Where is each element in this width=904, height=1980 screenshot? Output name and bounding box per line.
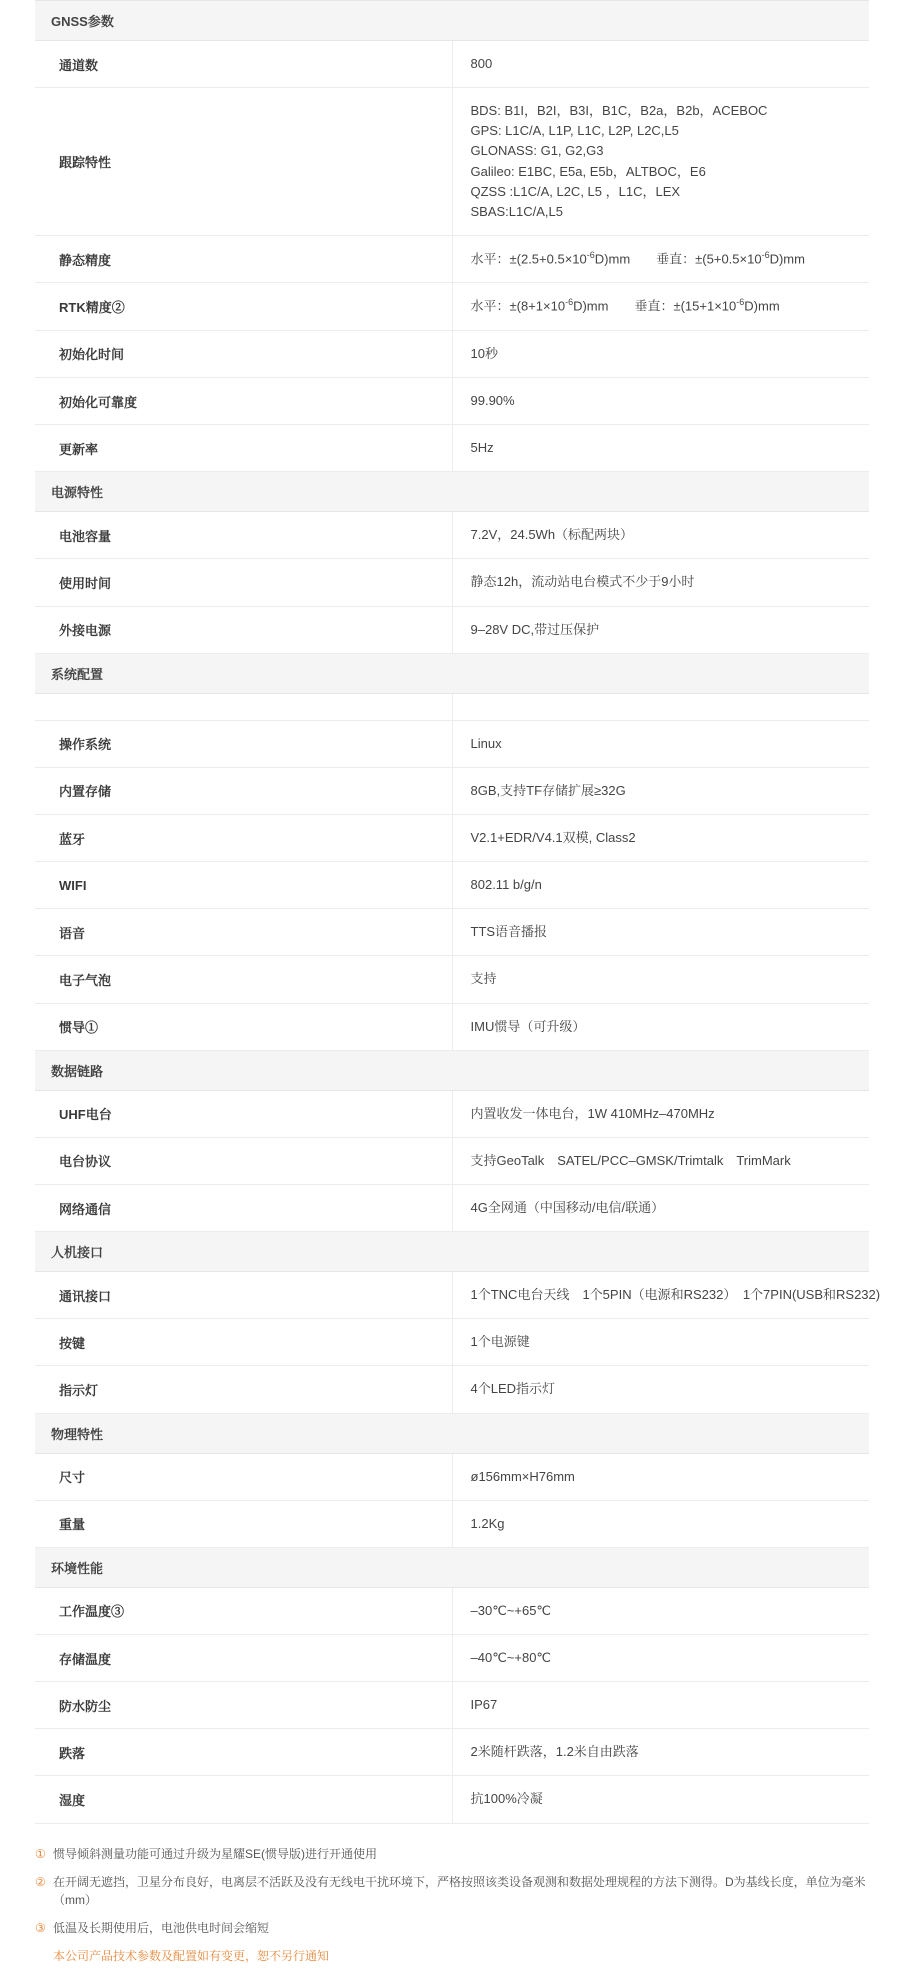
spec-label: 电台协议: [35, 1137, 452, 1184]
spec-row: [35, 1137, 869, 1184]
footnotes: [35, 1824, 869, 1980]
section-header-row: [35, 1547, 869, 1587]
spec-label: 重量: [35, 1500, 452, 1547]
specifications-table: [35, 0, 881, 1824]
spec-label: 使用时间: [35, 559, 452, 606]
footnote: [35, 1840, 869, 1868]
spec-label: 湿度: [35, 1776, 452, 1823]
spec-row: [35, 559, 869, 606]
spec-value: 内置收发一体电台，1W 410MHz–470MHz: [452, 1090, 869, 1137]
spec-row: [35, 862, 869, 909]
spec-label: RTK精度②: [35, 283, 452, 330]
section-title: 环境性能: [35, 1547, 869, 1587]
spacer-row: [35, 693, 869, 720]
footnote-text: 本公司产品技术参数及配置如有变更，恕不另行通知: [53, 1948, 330, 1963]
section-header-row: [35, 1232, 869, 1272]
spec-row: [35, 330, 869, 377]
spec-label: 指示灯: [35, 1366, 452, 1413]
spec-label: 惯导①: [35, 1003, 452, 1050]
spec-value: 支持: [452, 956, 869, 1003]
spec-value: 99.90%: [452, 378, 869, 425]
spec-row: [35, 1185, 869, 1232]
spec-row: [35, 41, 869, 88]
spec-row: [35, 815, 869, 862]
spec-label: 初始化时间: [35, 330, 452, 377]
section-title: GNSS参数: [35, 1, 869, 41]
spec-value: 支持GeoTalk SATEL/PCC–GMSK/Trimtalk TrimMark: [452, 1137, 869, 1184]
footnote-text: 在开阔无遮挡，卫星分布良好，电离层不活跃及没有无线电干扰环境下，严格按照该类设备观测和数据处理规程的方法下测得。D为基线长度，单位为毫米（mm）: [53, 1874, 866, 1907]
spec-value: 水平：$\pm(2.5+0.5\times 10^{-6}D)mm$ 垂直：$\pm(5+0.5\times 10^{-6}D)mm$: [452, 235, 869, 282]
spec-row: [35, 1090, 869, 1137]
spec-label: 网络通信: [35, 1185, 452, 1232]
spec-row: [35, 1682, 869, 1729]
spec-value: Linux: [452, 720, 869, 767]
spec-value: 7.2V，24.5Wh（标配两块）: [452, 512, 869, 559]
spec-row: [35, 1587, 869, 1634]
footnote-text: 低温及长期使用后，电池供电时间会缩短: [53, 1920, 270, 1935]
section-header-row: [35, 1050, 869, 1090]
spec-value: 802.11 b/g/n: [452, 862, 869, 909]
spec-label: 通道数: [35, 41, 452, 88]
section-header-row: [35, 1, 869, 41]
spec-value: 1个电源键: [452, 1319, 869, 1366]
spec-label: 通讯接口: [35, 1272, 452, 1319]
spec-label: UHF电台: [35, 1090, 452, 1137]
spec-value: 1个TNC电台天线 1个5PIN（电源和RS232） 1个7PIN(USB和RS232): [452, 1272, 869, 1319]
spec-label: 按键: [35, 1319, 452, 1366]
footnote-marker: ③: [35, 1920, 46, 1935]
spec-value: 2米随杆跌落，1.2米自由跌落: [452, 1729, 869, 1776]
spec-label: 跌落: [35, 1729, 452, 1776]
spec-value: IMU惯导（可升级）: [452, 1003, 869, 1050]
spec-row: [35, 1453, 869, 1500]
spec-row: [35, 88, 869, 236]
spec-row: [35, 956, 869, 1003]
spec-row: [35, 1319, 869, 1366]
spacer-cell: [452, 693, 869, 720]
spec-label: 防水防尘: [35, 1682, 452, 1729]
spec-label: 操作系统: [35, 720, 452, 767]
footnote-text: 惯导倾斜测量功能可通过升级为星耀SE(惯导版)进行开通使用: [53, 1846, 378, 1861]
spec-value: 抗100%冷凝: [452, 1776, 869, 1823]
spec-value: 4G全网通（中国移动/电信/联通）: [452, 1185, 869, 1232]
spec-value: 5Hz: [452, 425, 869, 472]
section-header-row: [35, 653, 869, 693]
spec-value: TTS语音播报: [452, 909, 869, 956]
footnote: [35, 1914, 869, 1942]
spec-row: [35, 909, 869, 956]
spec-row: [35, 1635, 869, 1682]
section-header-row: [35, 1413, 869, 1453]
spec-label: 静态精度: [35, 235, 452, 282]
spec-value: 静态12h，流动站电台模式不少于9小时: [452, 559, 869, 606]
spec-label: 语音: [35, 909, 452, 956]
spec-value: 1.2Kg: [452, 1500, 869, 1547]
section-title: 人机接口: [35, 1232, 869, 1272]
spec-label: 内置存储: [35, 767, 452, 814]
spec-label: 工作温度③: [35, 1587, 452, 1634]
spec-row: [35, 1500, 869, 1547]
section-title: 电源特性: [35, 472, 869, 512]
spec-row: [35, 425, 869, 472]
spec-value: –40℃~+80℃: [452, 1635, 869, 1682]
spec-value: –30℃~+65℃: [452, 1587, 869, 1634]
spec-row: [35, 1729, 869, 1776]
spec-value: 8GB,支持TF存储扩展≥32G: [452, 767, 869, 814]
spec-label: 存储温度: [35, 1635, 452, 1682]
spec-label: 蓝牙: [35, 815, 452, 862]
spec-row: [35, 1776, 869, 1823]
section-header-row: [35, 472, 869, 512]
section-title: 系统配置: [35, 653, 869, 693]
spec-row: [35, 767, 869, 814]
spec-value: 9–28V DC,带过压保护: [452, 606, 869, 653]
spacer-cell: [35, 693, 452, 720]
footnote: [35, 1942, 869, 1970]
section-title: 物理特性: [35, 1413, 869, 1453]
spec-label: 更新率: [35, 425, 452, 472]
spec-row: [35, 720, 869, 767]
spec-value: 10秒: [452, 330, 869, 377]
spec-row: [35, 378, 869, 425]
footnote-marker: ①: [35, 1846, 46, 1861]
footnote-marker: ②: [35, 1874, 46, 1889]
spec-value: IP67: [452, 1682, 869, 1729]
spec-label: 尺寸: [35, 1453, 452, 1500]
spec-label: 初始化可靠度: [35, 378, 452, 425]
section-title: 数据链路: [35, 1050, 869, 1090]
spec-value: ø156mm×H76mm: [452, 1453, 869, 1500]
spec-row: [35, 1003, 869, 1050]
spec-value: 800: [452, 41, 869, 88]
spec-label: WIFI: [35, 862, 452, 909]
spec-value: BDS: B1I，B2I，B3I，B1C，B2a，B2b，ACEBOC GPS: L1C/A, L1P, L1C, L2P, L2C,L5 GLONASS: G1, G2,G3 Galileo: E1BC, E5a, E5b，ALTBOC，E6 QZSS :L1C/A, L2C, L5 ，L1C，LEX SBAS:L1C/A,L5: [452, 88, 869, 236]
spec-value: V2.1+EDR/V4.1双模, Class2: [452, 815, 869, 862]
spec-label: 电池容量: [35, 512, 452, 559]
spec-label: 跟踪特性: [35, 88, 452, 236]
footnote: [35, 1868, 869, 1914]
spec-row: [35, 512, 869, 559]
spec-value: 4个LED指示灯: [452, 1366, 869, 1413]
spec-row: [35, 1366, 869, 1413]
spec-label: 外接电源: [35, 606, 452, 653]
spec-label: 电子气泡: [35, 956, 452, 1003]
spec-row: [35, 283, 869, 330]
spec-row: [35, 606, 869, 653]
spec-value: 水平：$\pm(8+1\times 10^{-6}D)mm$ 垂直：$\pm(15+1\times 10^{-6}D)mm$: [452, 283, 869, 330]
spec-row: [35, 235, 869, 282]
spec-row: [35, 1272, 869, 1319]
